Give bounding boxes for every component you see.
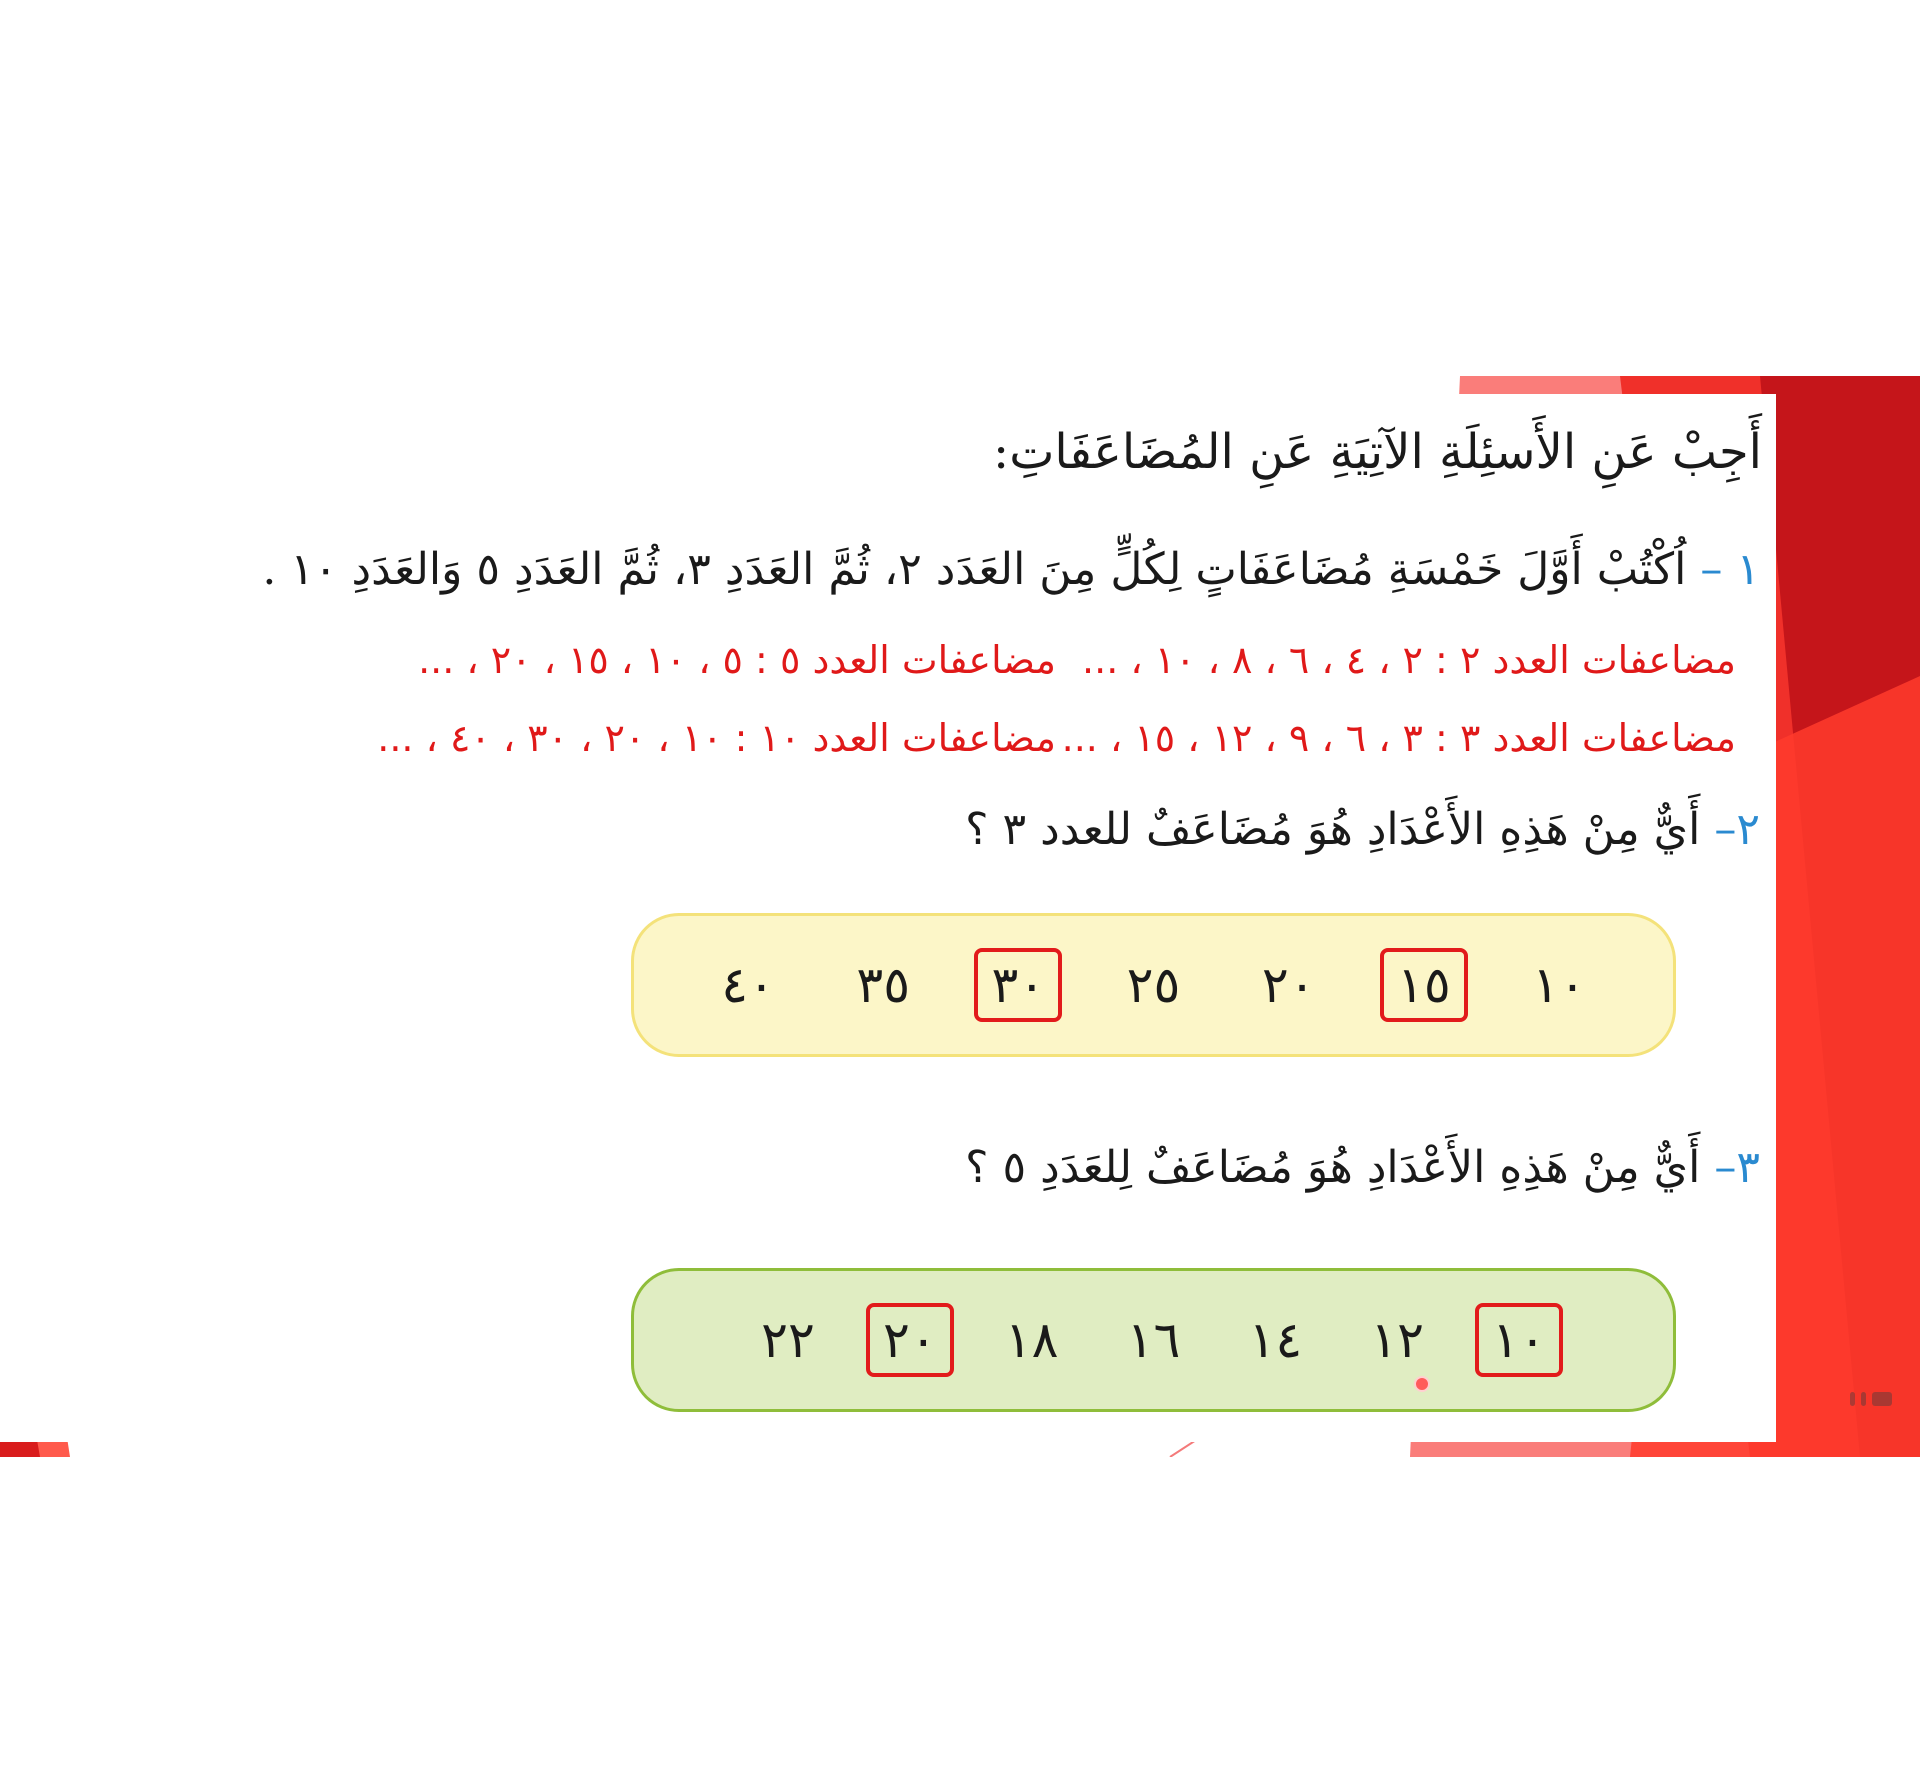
- choices-question-3: [631, 1268, 1676, 1412]
- pause-icon[interactable]: [1850, 1392, 1855, 1406]
- question-2-text: أَيٌّ مِنْ هَذِهِ الأَعْدَادِ هُوَ مُضَاعَفٌ للعدد ٣ ؟: [965, 804, 1701, 855]
- choices-question-2: [631, 913, 1676, 1057]
- choice-q2-2[interactable]: ١٥: [1380, 948, 1468, 1022]
- question-3: [965, 1142, 1760, 1193]
- choice-q3-7[interactable]: ٢٢: [761, 1311, 815, 1369]
- choice-q3-6[interactable]: ٢٠: [866, 1303, 954, 1377]
- choice-q3-3[interactable]: ١٤: [1248, 1311, 1303, 1369]
- presentation-slide: [0, 376, 1920, 1457]
- choice-q3-2[interactable]: ١٢: [1370, 1311, 1425, 1369]
- choice-q2-6[interactable]: ٣٥: [856, 956, 911, 1014]
- pause-icon-bar: [1861, 1392, 1866, 1406]
- choice-q2-5[interactable]: ٣٠: [974, 948, 1062, 1022]
- choice-q3-5[interactable]: ١٨: [1004, 1311, 1059, 1369]
- question-1: [262, 544, 1760, 595]
- choice-q2-4[interactable]: ٢٥: [1126, 956, 1181, 1014]
- choice-q2-7[interactable]: ٤٠: [721, 956, 775, 1014]
- question-2-number: ٢–: [1714, 804, 1760, 855]
- choice-q3-1[interactable]: ١٠: [1475, 1303, 1563, 1377]
- answer-multiples-of-5: مضاعفات العدد ٥ : ٥ ، ١٠ ، ١٥ ، ٢٠ ، ...: [418, 638, 1056, 682]
- question-3-text: أَيٌّ مِنْ هَذِهِ الأَعْدَادِ هُوَ مُضَاعَفٌ لِلعَدَدِ ٥ ؟: [965, 1142, 1701, 1193]
- slideshow-controls[interactable]: [1840, 1383, 1902, 1415]
- answer-multiples-of-10: مضاعفات العدد ١٠ : ١٠ ، ٢٠ ، ٣٠ ، ٤٠ ، ...: [377, 716, 1056, 760]
- question-2: [965, 804, 1760, 855]
- answer-multiples-of-2: مضاعفات العدد ٢ : ٢ ، ٤ ، ٦ ، ٨ ، ١٠ ، ...: [1082, 638, 1736, 682]
- choice-q3-4[interactable]: ١٦: [1126, 1311, 1181, 1369]
- choice-q2-3[interactable]: ٢٠: [1261, 956, 1316, 1014]
- page-title: أَجِبْ عَنِ الأَسئِلَةِ الآتِيَةِ عَنِ المُضَاعَفَاتِ:: [993, 424, 1762, 480]
- answer-multiples-of-3: مضاعفات العدد ٣ : ٣ ، ٦ ، ٩ ، ١٢ ، ١٥ ، ...: [1061, 716, 1736, 760]
- choice-q2-1[interactable]: ١٠: [1532, 956, 1586, 1014]
- slide-view-icon[interactable]: [1872, 1392, 1892, 1406]
- question-1-number: ١ –: [1700, 544, 1760, 595]
- question-3-number: ٣–: [1714, 1142, 1760, 1193]
- question-1-text: اُكْتُبْ أَوَّلَ خَمْسَةِ مُضَاعَفَاتٍ لِكُلٍّ مِنَ العَدَد ٢، ثُمَّ العَدَدِ ٣، ثُمَّ العَدَدِ ٥ وَالعَدَدِ ١٠ .: [262, 544, 1687, 595]
- laser-pointer-dot: [1414, 1376, 1430, 1392]
